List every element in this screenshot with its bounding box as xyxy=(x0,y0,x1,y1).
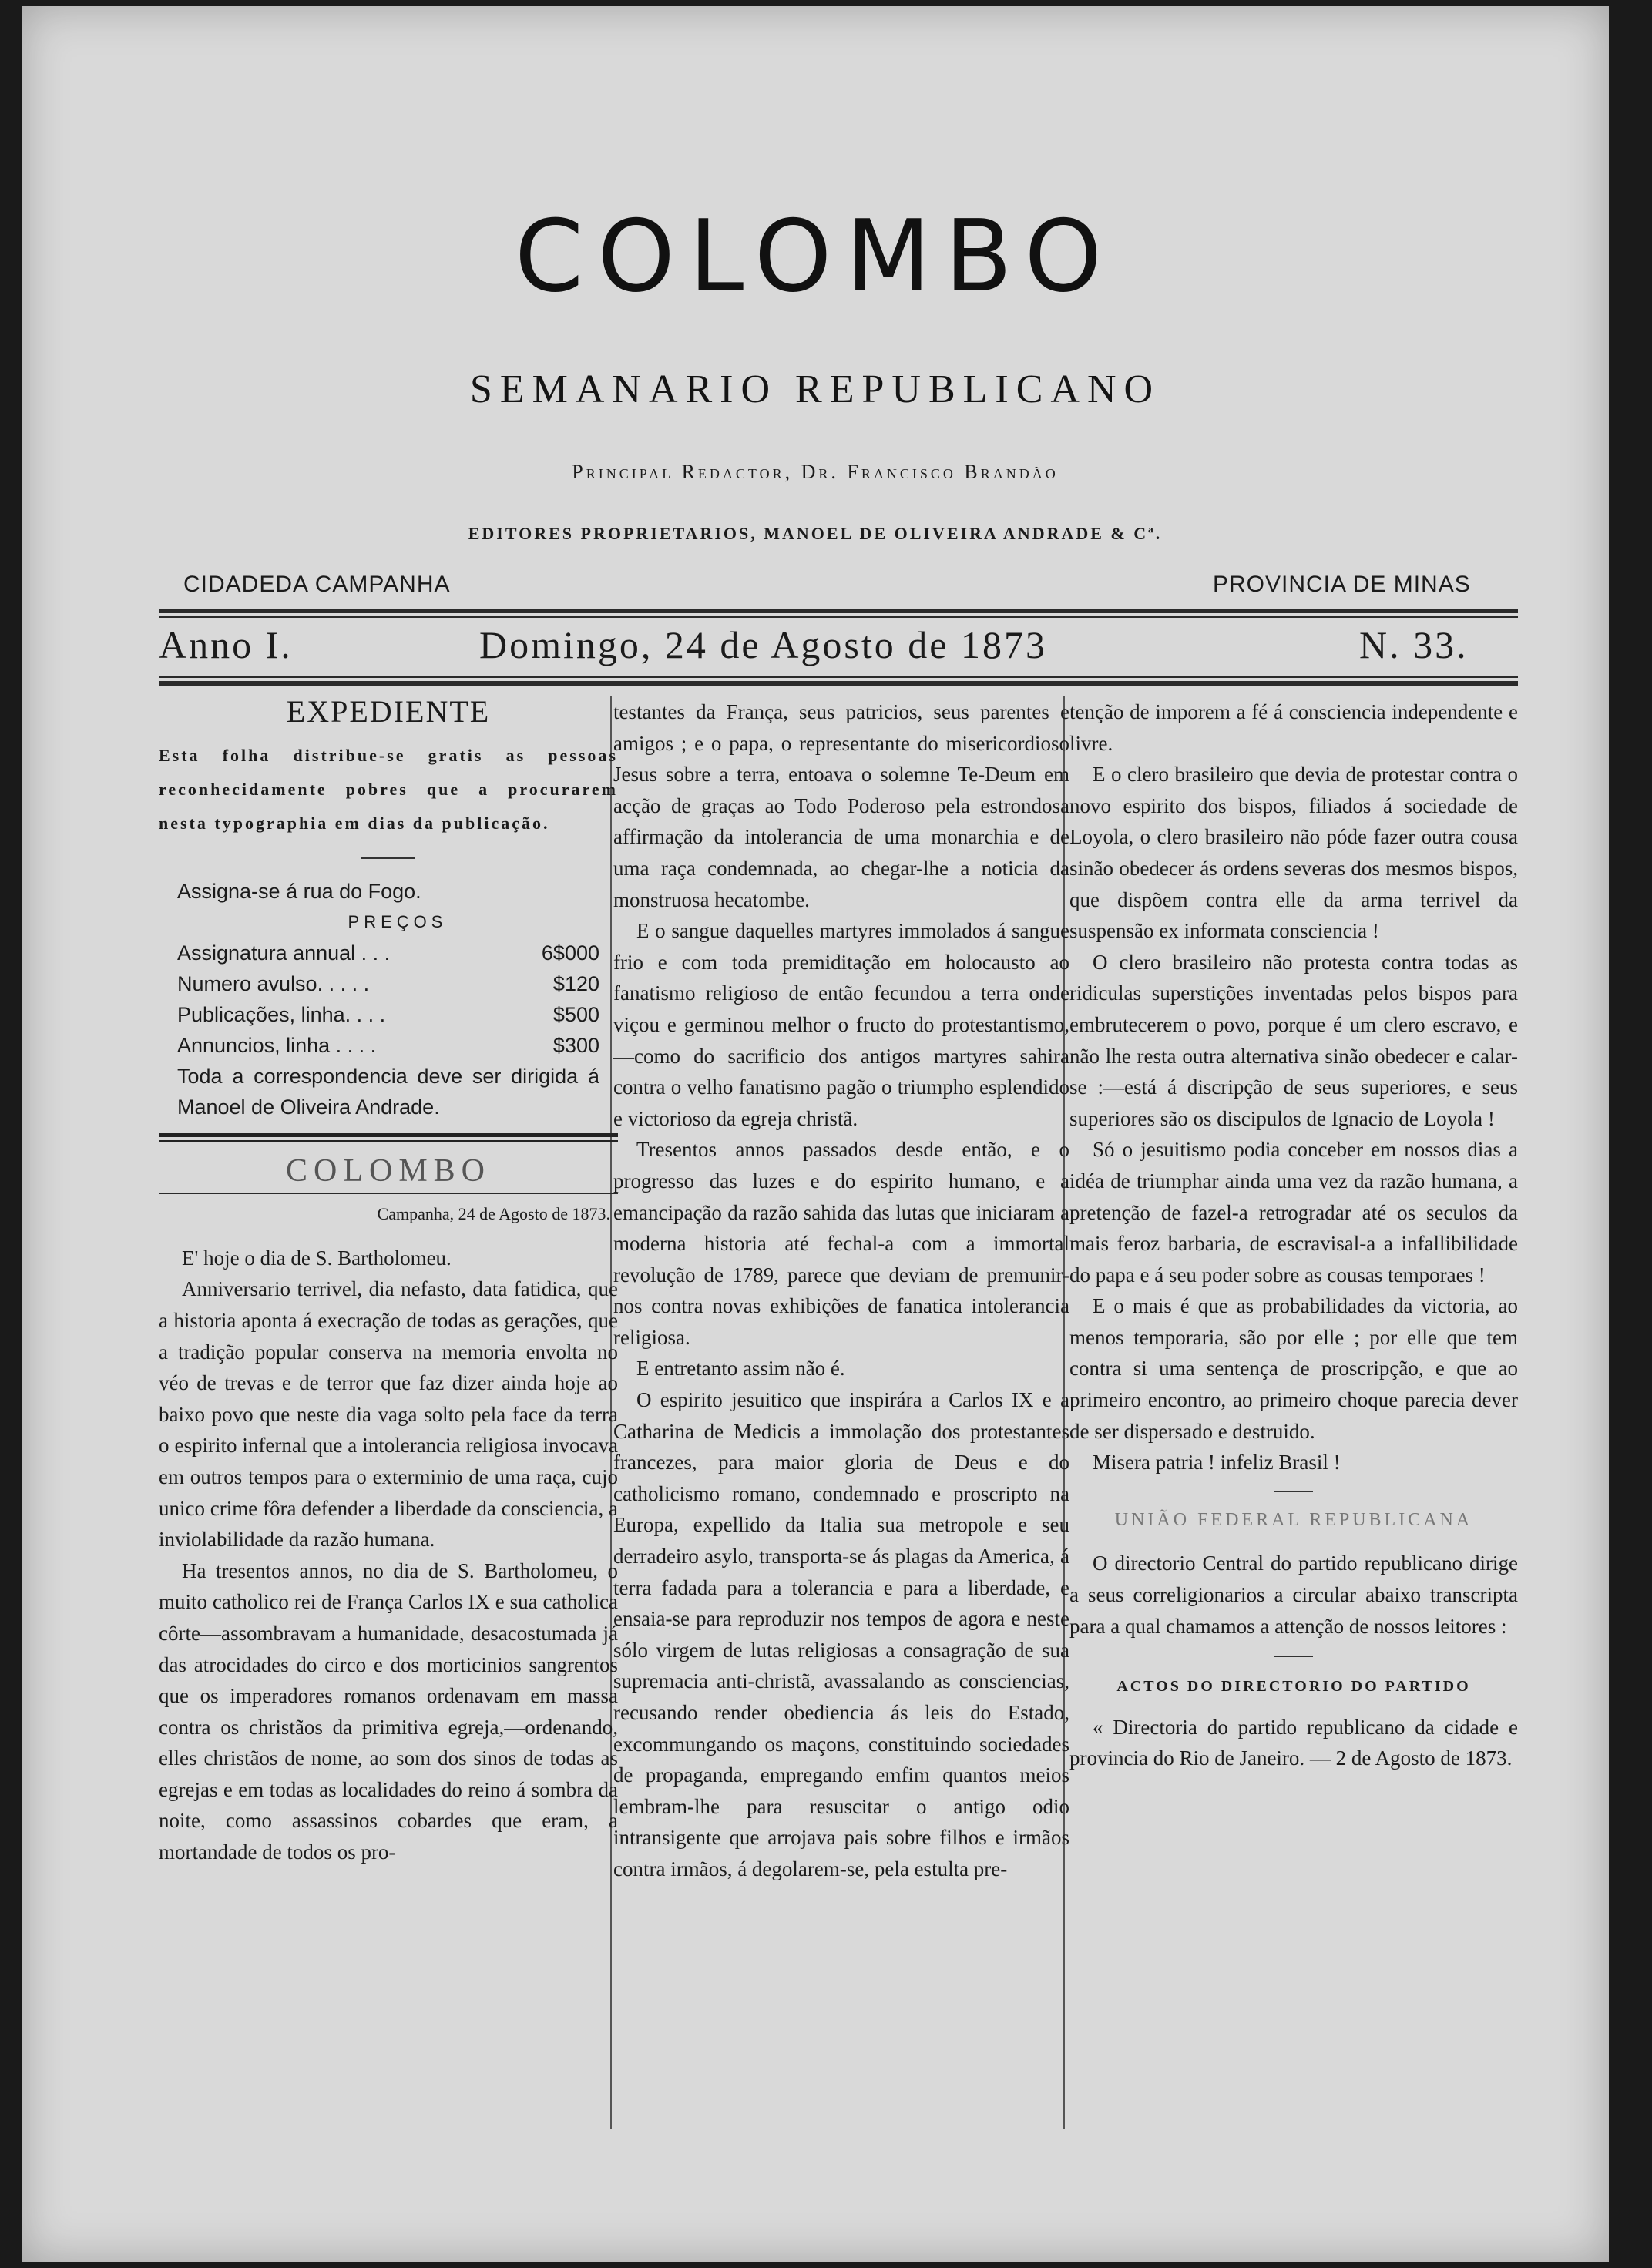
article-paragraph: E entretanto assim não é. xyxy=(636,1357,845,1381)
price-row xyxy=(177,999,618,1030)
article-paragraph: E o sangue daquelles martyres immolados á sangue frio e com toda premiditação em holocausto ao fanatismo religioso de então fecundou a terra onde viçou e germinou melhor o fructo do protestantismo,—como do sacrificio dos antigos martyres sahira contra o velho fanatismo pagão o triumpho esplendido e victorioso da egreja christã. xyxy=(613,919,1069,1130)
article-paragraph: Tresentos annos passados desde então, e o progresso das luzes e do espirito humano, e a emancipação da razão sahida das lutas que iniciaram a moderna historia até fechal-a com a immortal revolução de 1789, parece que deviam de premunir-nos contra novas exhibições de fanatica intolerancia religiosa. xyxy=(613,1138,1069,1349)
section-double-rule xyxy=(159,1133,618,1142)
price-row xyxy=(177,1030,618,1061)
article-paragraph: E' hoje o dia de S. Bartholomeu. xyxy=(182,1246,452,1270)
article-paragraph: Ha tresentos annos, no dia de S. Bartholomeu, o muito catholico rei de França Carlos IX e sua catholica côrte—assombravam a humanidade, desacostumada já das atrocidades do circo e dos morticinios sangrentos que os imperadores romanos ordenavam em massa contra os christãos da primitiva egreja,—ordenando, elles christãos de nome, ao som dos sinos de todas as egrejas e em todas as localidades do reino á sombra da noite, como assassinos cobardes que eram, a mortandade de todos os pro- xyxy=(159,1558,618,1864)
article-paragraph: Anniversario terrivel, dia nefasto, data fatidica, que a historia aponta á execração de todas as gerações, que a tradição popular conserva na memoria envolta no véo de trevas e de terror que faz dizer ainda hoje ao baixo povo que neste dia vaga solto pela face da terra o espirito infernal que a intolerancia religiosa invocava em outros tempos para o exterminio de uma raça, cujo unico crime fôra defender a liberdade da consciencia, a inviolabilidade da razão humana. xyxy=(159,1277,618,1552)
price-value: 6$000 xyxy=(541,941,599,965)
divider xyxy=(361,857,415,859)
price-item: Annuncios, linha . . . . xyxy=(177,1033,377,1057)
article-heading-rule xyxy=(159,1193,618,1194)
expediente-notice: Esta folha distribue-se gratis as pessoas reconhecidamente pobres que a procurarem nesta typographia em dias da publicação. xyxy=(159,745,618,833)
article-paragraph: E o clero brasileiro que devia de protestar contra o novo espirito dos bispos, filiados á sociedade de Loyola, o clero brasileiro não póde fazer outra cousa sinão obedecer ás ordens severas dos mesmos bispos, que dispõem contra elle da arma terrivel da suspensão ex informata consciencia ! xyxy=(1069,763,1518,943)
article-paragraph: testantes da França, seus patricios, seus parentes e amigos ; e o papa, o representante do misericordioso Jesus sobre a terra, entoava o solemne Te-Deum em acção de graças ao Todo Poderoso pela estrondosa affirmação da intolerancia de uma monarchia e de uma raça condemnada, ao chegar-lhe a noticia da monstruosa hecatombe. xyxy=(613,700,1069,911)
newspaper-subtitle: SEMANARIO REPUBLICANO xyxy=(469,367,1161,411)
dateline-rule xyxy=(159,681,1518,686)
newspaper-page xyxy=(22,6,1609,2262)
article-paragraph: O clero brasileiro não protesta contra todas as ridiculas superstições inventadas pelos bispos para embrutecerem o povo, porque é um clero escravo, e não lhe resta outra alternativa sinão obedecer e calar-se :—está á discripção de seus superiores, e seus superiores são os discipulos de Ignacio de Loyola ! xyxy=(1069,950,1518,1130)
divider xyxy=(1274,1491,1313,1492)
issue-number: N. 33. xyxy=(1359,623,1469,666)
masthead-rule-top xyxy=(159,609,1518,613)
article-paragraph: E o mais é que as probabilidades da victoria, ao menos temporaria, são por elle ; por elle que tem contra si uma sentença de proscripção, e que ao primeiro encontro, ao primeiro choque parecia dever de ser dispersado e destruido. xyxy=(1069,1294,1518,1443)
place-city: CIDADEDA CAMPANHA xyxy=(183,572,451,597)
acts-heading: ACTOS DO DIRECTORIO DO PARTIDO xyxy=(1116,1678,1471,1696)
price-value: $500 xyxy=(552,1002,599,1026)
column-1 xyxy=(159,696,618,1868)
acts-text: « Directoria do partido republicano da cidade e provincia do Rio de Janeiro. — 2 de Agosto de 1873. xyxy=(1069,1715,1518,1770)
place-province: PROVINCIA DE MINAS xyxy=(1213,572,1471,597)
article-paragraph: Só o jesuitismo podia conceber em nossos dias a idéa de triumphar ainda uma vez da razão humana, a pretenção de fazel-a retrogradar até os seculos da mais feroz barbaria, de escravisal-a a infallibilidade do papa e á seu poder sobre as cousas temporaes ! xyxy=(1069,1138,1518,1287)
article-paragraph: Misera patria ! infeliz Brasil ! xyxy=(1093,1451,1341,1475)
price-item: Publicações, linha. . . . xyxy=(177,1002,386,1026)
price-row xyxy=(177,938,618,968)
editors-line: EDITORES PROPRIETARIOS, MANOEL DE OLIVEIRA ANDRADE & Cª. xyxy=(468,524,1163,543)
price-value: $300 xyxy=(552,1033,599,1057)
column-3 xyxy=(1069,696,1518,1774)
correspondence-note: Toda a correspondencia deve ser dirigida á Manoel de Oliveira Andrade. xyxy=(177,1064,599,1119)
union-intro: O directorio Central do partido republicano dirige a seus correligionarios a circular abaixo transcripta para a qual chamamos a attenção de nossos leitores : xyxy=(1069,1552,1518,1638)
price-item: Assignatura annual . . . xyxy=(177,941,391,965)
column-2 xyxy=(613,696,1069,1885)
dateline-rule-thin xyxy=(159,676,1518,678)
expediente-heading: EXPEDIENTE xyxy=(286,694,491,729)
issue-year: Anno I. xyxy=(159,623,293,666)
newspaper-title: COLOMBO xyxy=(514,200,1116,314)
price-row xyxy=(177,968,618,999)
article-paragraph: O espirito jesuitico que inspirára a Carlos IX e a Catharina de Medicis a immolação dos protestantes francezes, para maior gloria de Deus e do catholicismo romano, condemnado e proscripto na Europa, expellido da Italia sua metropole e seu derradeiro asylo, transporta-se ás plagas da America, á terra fadada para a tolerancia e para a liberdade, e ensaia-se para reproduzir nos tempos de agora e neste sólo virgem de lutas religiosas a consagração de sua supremacia anti-christã, avassalando as consciencias, recusando render obediencia ás leis do Estado, excommungando os maçons, constituindo sociedades de propaganda, empregando emfim quantos meios lembram-lhe para resuscitar o antigo odio intransigente que arrojava pais sobre filhos e irmãos contra irmãos, á degolarem-se, pela estulta pre- xyxy=(613,1388,1069,1880)
issue-date: Domingo, 24 de Agosto de 1873 xyxy=(479,623,1047,666)
price-item: Numero avulso. . . . . xyxy=(177,971,370,995)
article-dateplace: Campanha, 24 de Agosto de 1873. xyxy=(377,1204,610,1224)
principal-redactor: Principal Redactor, Dr. Francisco Brandão xyxy=(572,461,1059,483)
article-paragraph: tenção de imporem a fé á consciencia independente e livre. xyxy=(1069,700,1518,755)
prices-label: PREÇOS xyxy=(348,911,448,931)
article-heading: COLOMBO xyxy=(285,1152,492,1189)
union-heading: UNIÃO FEDERAL REPUBLICANA xyxy=(1114,1509,1473,1530)
prices-box xyxy=(159,876,618,1122)
subscription-address: Assigna-se á rua do Fogo. xyxy=(177,879,421,903)
divider xyxy=(1274,1656,1313,1657)
masthead-rule-top-thin xyxy=(159,616,1518,618)
price-value: $120 xyxy=(552,971,599,995)
